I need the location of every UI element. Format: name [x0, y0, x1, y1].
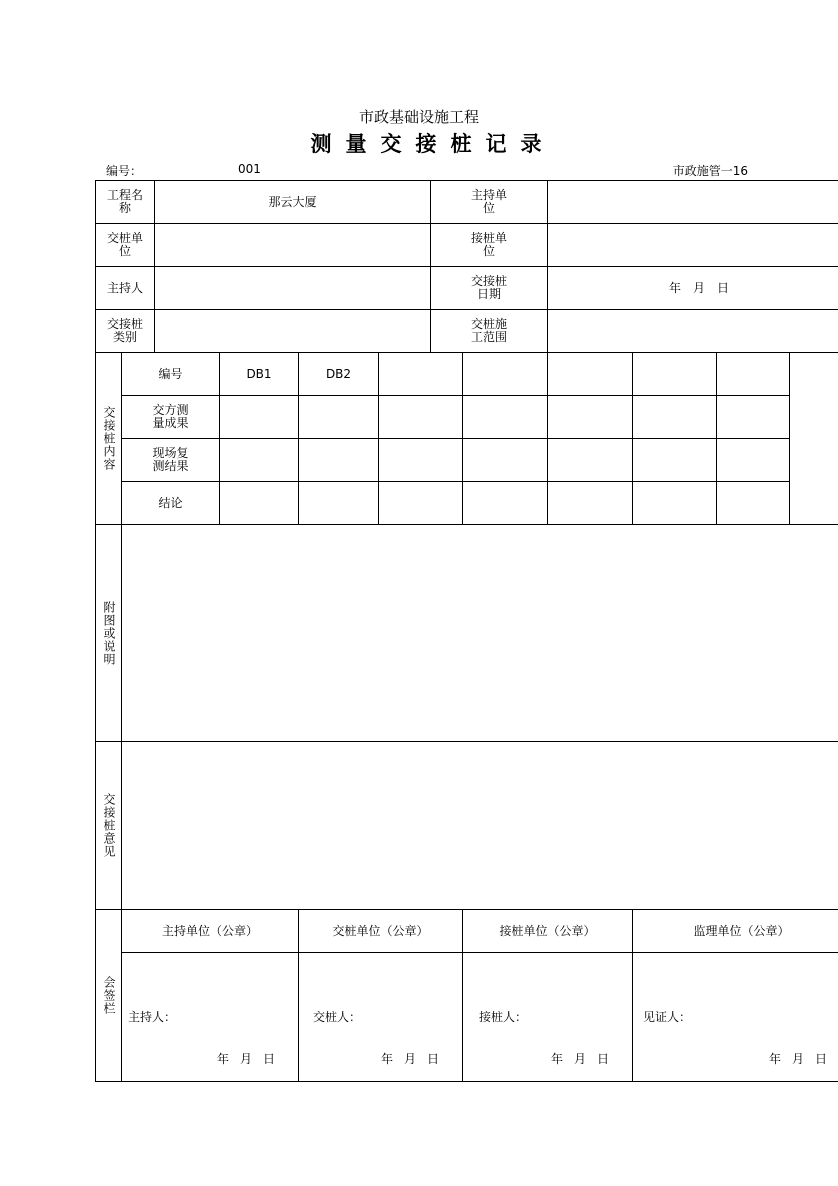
receiving-unit-label: 接桩单位	[431, 224, 548, 267]
content-cell[interactable]	[548, 482, 633, 525]
content-cell[interactable]	[548, 353, 633, 396]
host-unit-label: 主持单位	[431, 181, 548, 224]
content-row-label: 编号	[122, 353, 220, 396]
signoff-date: 年 月 日	[768, 1052, 829, 1066]
content-cell[interactable]	[633, 353, 717, 396]
content-row-label: 结论	[122, 482, 220, 525]
content-cell[interactable]	[220, 439, 299, 482]
content-cell[interactable]	[299, 439, 379, 482]
handover-type-label: 交接桩类别	[96, 310, 155, 353]
content-cell[interactable]	[548, 439, 633, 482]
project-name-label: 工程名称	[96, 181, 155, 224]
signoff-cell[interactable]	[463, 953, 633, 1082]
serial-label: 编号：	[106, 164, 143, 178]
content-row-label: 现场复测结果	[122, 439, 220, 482]
signoff-date: 年 月 日	[216, 1052, 276, 1066]
handover-type-value[interactable]	[155, 310, 431, 353]
content-cell[interactable]	[463, 482, 548, 525]
construction-scope-label: 交桩施工范围	[431, 310, 548, 353]
signoff-person-label: 接桩人：	[479, 1010, 528, 1024]
signoff-person-label: 主持人：	[128, 1010, 177, 1024]
host-person-label: 主持人	[96, 267, 155, 310]
construction-scope-value[interactable]	[548, 310, 838, 353]
form-code: 市政施管一16	[672, 164, 748, 178]
content-cell[interactable]	[633, 439, 717, 482]
opinion-area[interactable]	[122, 742, 838, 910]
host-person-value[interactable]	[155, 267, 431, 310]
handover-unit-value[interactable]	[155, 224, 431, 267]
content-cell[interactable]	[633, 482, 717, 525]
content-cell[interactable]	[220, 396, 299, 439]
content-cell[interactable]: DB2	[299, 353, 379, 396]
content-row-label: 交方测量成果	[122, 396, 220, 439]
signoff-unit-title: 监理单位（公章）	[633, 910, 838, 953]
serial-value: 001	[238, 162, 261, 176]
content-row	[96, 439, 838, 482]
content-cell[interactable]	[548, 396, 633, 439]
content-cell[interactable]	[463, 396, 548, 439]
signoff-cell[interactable]	[122, 953, 299, 1082]
signoff-date: 年 月 日	[380, 1052, 441, 1066]
content-cell[interactable]	[299, 396, 379, 439]
content-cell[interactable]	[717, 353, 790, 396]
form-subtitle: 市政基础设施工程	[358, 108, 479, 126]
content-cell[interactable]	[379, 439, 463, 482]
content-row	[96, 396, 838, 439]
receiving-unit-value[interactable]	[548, 224, 838, 267]
content-row	[96, 482, 838, 525]
attachment-area[interactable]	[122, 525, 838, 742]
signoff-label: 会签栏	[96, 910, 122, 1082]
attachment-label: 附图或说明	[96, 525, 122, 742]
signoff-unit-title: 接桩单位（公章）	[463, 910, 633, 953]
content-cell[interactable]	[379, 482, 463, 525]
handover-unit-label: 交桩单位	[96, 224, 155, 267]
host-unit-value[interactable]	[548, 181, 838, 224]
content-cell[interactable]	[717, 396, 790, 439]
content-cell[interactable]	[299, 482, 379, 525]
signoff-person-label: 交桩人：	[313, 1010, 362, 1024]
content-cell[interactable]: DB1	[220, 353, 299, 396]
content-cell[interactable]	[379, 396, 463, 439]
content-cell[interactable]	[717, 482, 790, 525]
content-section-label: 交接桩内容	[96, 353, 122, 525]
handover-date-value[interactable]: 年 月 日	[548, 267, 838, 310]
content-cell[interactable]	[220, 482, 299, 525]
form-title: 测量交接桩记录	[310, 132, 556, 156]
content-cell[interactable]	[463, 439, 548, 482]
content-cell[interactable]	[717, 439, 790, 482]
content-cell[interactable]	[463, 353, 548, 396]
signoff-date: 年 月 日	[550, 1052, 611, 1066]
signoff-cell[interactable]	[299, 953, 463, 1082]
opinion-label: 交接桩意见	[96, 742, 122, 910]
handover-record-table	[95, 180, 838, 1082]
signoff-cell[interactable]	[633, 953, 838, 1082]
project-name-value[interactable]: 那云大厦	[155, 181, 431, 224]
signoff-person-label: 见证人：	[643, 1010, 692, 1024]
content-cell[interactable]	[379, 353, 463, 396]
content-row	[96, 353, 838, 396]
handover-date-label: 交接桩日期	[431, 267, 548, 310]
signoff-unit-title: 主持单位（公章）	[122, 910, 299, 953]
content-cell[interactable]	[633, 396, 717, 439]
signoff-unit-title: 交桩单位（公章）	[299, 910, 463, 953]
